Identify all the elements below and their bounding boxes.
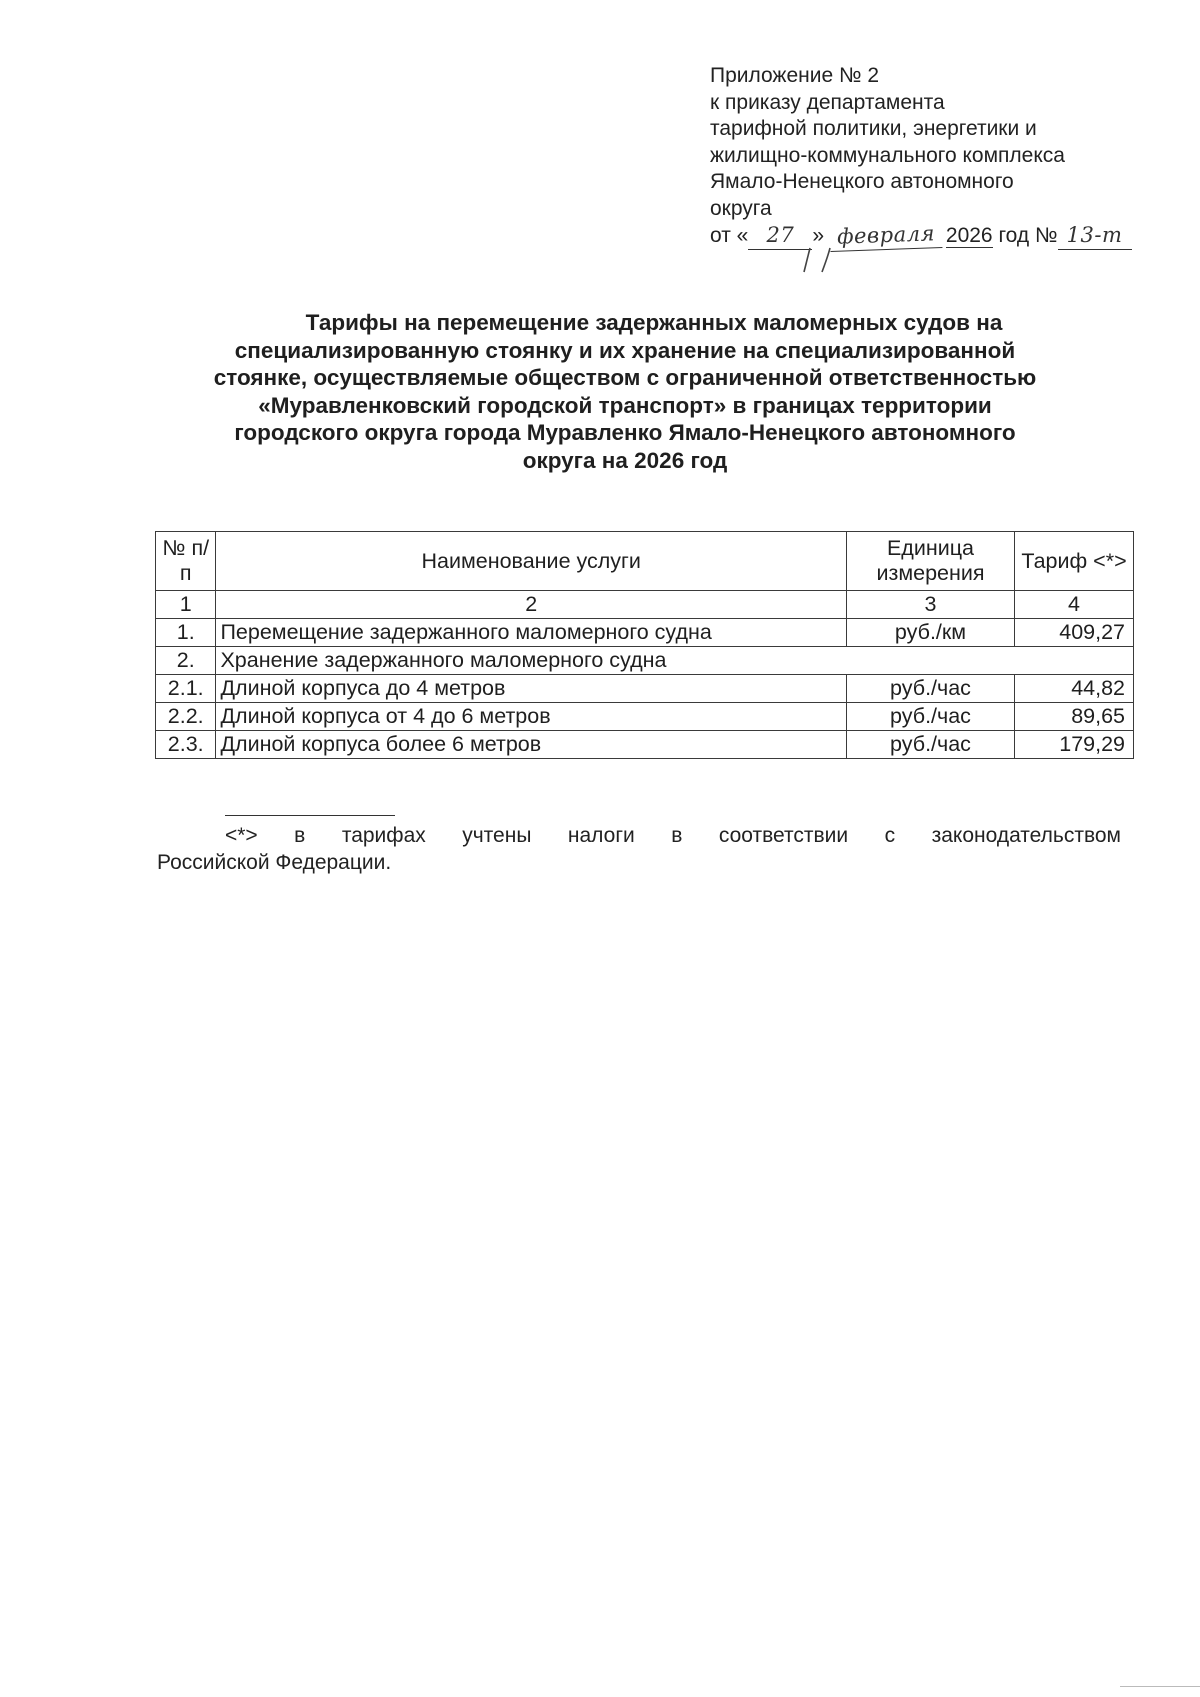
row-service-name: Длиной корпуса от 4 до 6 метров: [216, 703, 846, 731]
column-index: 3: [846, 591, 1014, 619]
table-row: [156, 619, 1134, 647]
title-line-6: округа на 2026 год: [522, 447, 728, 473]
table-row: [156, 703, 1134, 731]
table-row-group: [156, 647, 1134, 675]
title-line-5: городского округа города Муравленко Ямало-Ненецкого автономного: [234, 420, 1016, 445]
annex-line-2: к приказу департамента: [710, 90, 945, 114]
header-num: № п/п: [156, 532, 216, 591]
column-index: 4: [1015, 591, 1134, 619]
footnote: [157, 822, 1121, 876]
date-year-suffix: год №: [998, 224, 1058, 247]
date-prefix: от «: [710, 224, 749, 247]
row-num: 2.2.: [156, 703, 216, 731]
handwritten-order-number: 13-т: [1058, 222, 1132, 250]
row-service-name: Длиной корпуса более 6 метров: [216, 731, 846, 759]
order-date-line: [710, 222, 1130, 250]
footnote-separator: [225, 815, 395, 816]
title-line-1: Тарифы на перемещение задержанных маломерных судов на: [305, 310, 1003, 335]
table-row: [156, 675, 1134, 703]
row-unit: руб./км: [846, 619, 1014, 647]
row-num: 1.: [156, 619, 216, 647]
annex-line-5: Ямало-Ненецкого автономного: [710, 170, 1014, 193]
handwriting-flourish-icon: [800, 246, 860, 276]
header-tariff: Тариф <*>: [1015, 532, 1134, 591]
handwritten-day: 27: [748, 222, 812, 250]
title-line-2: специализированную стоянку и их хранение на специализированной: [234, 337, 1016, 363]
row-tariff: 409,27: [1015, 619, 1134, 647]
column-index: 2: [216, 591, 846, 619]
footnote-line-2: Российской Федерации.: [157, 851, 392, 874]
annex-line-4: жилищно-коммунального комплекса: [710, 143, 1065, 167]
scan-edge-mark: [1120, 1686, 1200, 1687]
annex-line-6: округа: [710, 196, 772, 220]
footnote-line-1: <*> в тарифах учтены налоги в соответствии с законодательством: [225, 824, 1121, 847]
row-num: 2.: [156, 647, 216, 675]
row-tariff: 44,82: [1015, 675, 1134, 703]
table-row: [156, 731, 1134, 759]
tariff-table: [155, 531, 1134, 759]
row-tariff: 89,65: [1015, 703, 1134, 731]
row-unit: руб./час: [846, 675, 1014, 703]
row-service-name: Перемещение задержанного маломерного судна: [216, 619, 846, 647]
header-unit: Единица измерения: [846, 532, 1014, 591]
row-service-name: Хранение задержанного маломерного судна: [216, 647, 1134, 675]
annex-block: [710, 63, 1130, 250]
header-name: Наименование услуги: [216, 532, 846, 591]
column-index-row: [156, 591, 1134, 619]
row-unit: руб./час: [846, 703, 1014, 731]
column-index: 1: [156, 591, 216, 619]
row-tariff: 179,29: [1015, 731, 1134, 759]
title-line-3: стоянке, осуществляемые обществом с ограниченной ответственностью: [213, 365, 1037, 390]
date-close-quote: »: [812, 224, 825, 247]
table-header-row: [156, 532, 1134, 591]
handwritten-month: февраля: [829, 220, 942, 251]
row-unit: руб./час: [846, 731, 1014, 759]
row-num: 2.1.: [156, 675, 216, 703]
annex-line-1: Приложение № 2: [710, 64, 880, 87]
date-year: 2026: [945, 224, 993, 247]
row-service-name: Длиной корпуса до 4 метров: [216, 675, 846, 703]
annex-line-3: тарифной политики, энергетики и: [710, 117, 1037, 140]
document-title: [160, 309, 1090, 474]
row-num: 2.3.: [156, 731, 216, 759]
title-line-4: «Муравленковский городской транспорт» в границах территории: [258, 392, 992, 418]
